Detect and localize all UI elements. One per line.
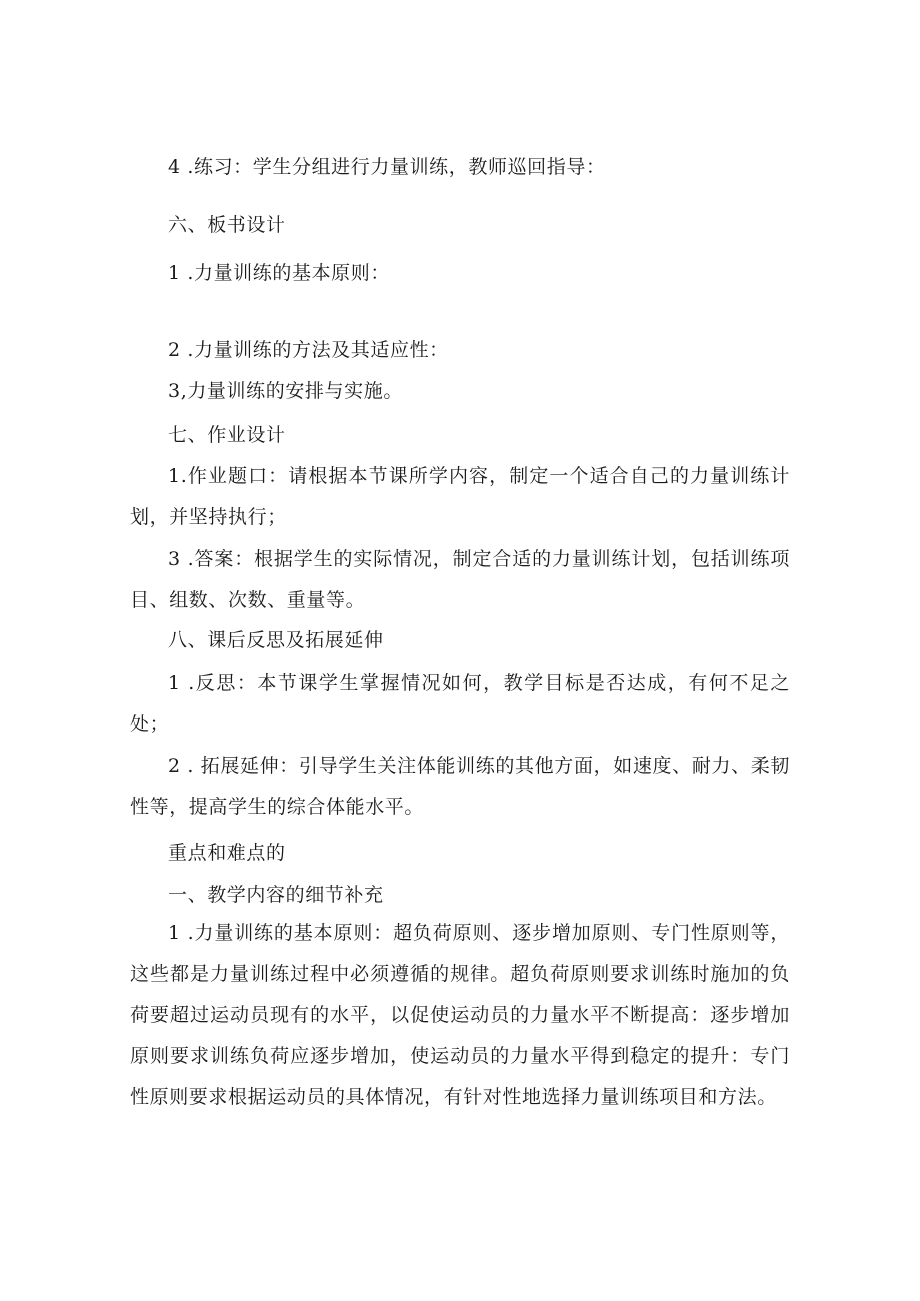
strength-training-principles: 1 .力量训练的基本原则：超负荷原则、逐步增加原则、专门性原则等，这些都是力量训练过程中必须遵循的规律。超负荷原则要求训练时施加的负荷要超过运动员现有的水平，以促使运动员的力量水平不断提高：逐步增加原则要求训练负荷应逐步增加，使运动员的力量水平得到稳定的提升：专门性原则要求根据运动员的具体情况，有针对性地选择力量训练项目和方法。 bbox=[130, 922, 790, 1108]
homework-item-1: 1.作业题口：请根据本节课所学内容，制定一个适合自己的力量训练计划，并坚持执行； bbox=[130, 465, 790, 528]
extension-item-2: 2 . 拓展延伸：引导学生关注体能训练的其他方面，如速度、耐力、柔韧性等，提高学生的综合体能水平。 bbox=[130, 755, 790, 818]
homework-answer: 3 .答案：根据学生的实际情况，制定合适的力量训练计划，包括训练项目、组数、次数、重量等。 bbox=[130, 548, 790, 611]
heading-content-details: 一、教学内容的细节补充 bbox=[168, 884, 384, 906]
blackboard-item-2: 2 .力量训练的方法及其适应性： bbox=[168, 339, 449, 361]
heading-blackboard-design: 六、板书设计 bbox=[168, 214, 286, 236]
practice-item-4: 4 .练习：学生分组进行力量训练，教师巡回指导： bbox=[168, 156, 606, 178]
heading-key-points: 重点和难点的 bbox=[168, 842, 286, 864]
heading-reflection-extension: 八、课后反思及拓展延伸 bbox=[168, 629, 384, 651]
reflection-item-1: 1 .反思：本节课学生掌握情况如何，教学目标是否达成，有何不足之处； bbox=[130, 672, 790, 735]
blackboard-item-3: 3,力量训练的安排与实施。 bbox=[168, 380, 403, 402]
heading-homework-design: 七、作业设计 bbox=[168, 424, 286, 446]
blackboard-item-1: 1 .力量训练的基本原则： bbox=[168, 262, 390, 284]
